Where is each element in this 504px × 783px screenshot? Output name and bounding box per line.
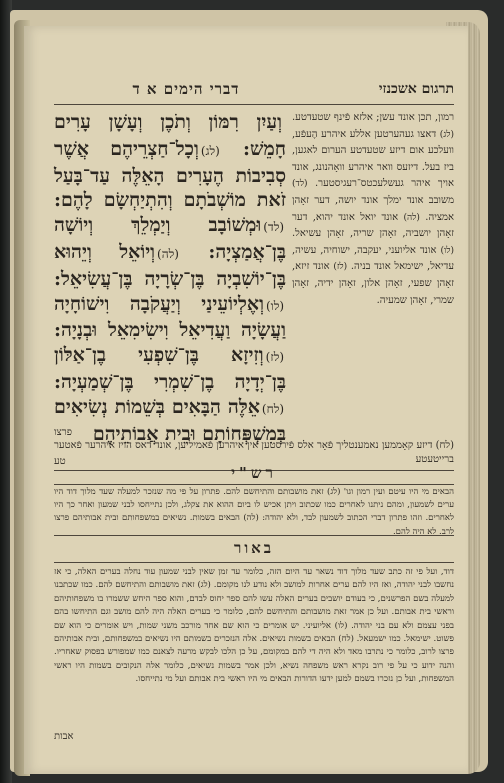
biur-catchword: אבות	[54, 731, 74, 742]
verse-number: (לו)	[440, 245, 454, 256]
verse-number: (לה)	[403, 212, 420, 223]
targum-text: אונד יואל אונד יהוא, דער זאָהן יושביה, זאָהן שריה, זאָהן עשיאל.	[292, 211, 454, 240]
verse-number: (לו)	[265, 298, 284, 313]
targum-continuation: (לח) דיזע קאָממען נאמענטליך פֿאָר אלס פֿירסטען אין איהרען פֿאמיליען, אונד דאס הויז איהרער פֿאטער ברייטעטע	[54, 440, 454, 465]
header-rule	[54, 104, 454, 105]
targum-verse	[292, 112, 454, 123]
verse-text: וְזִיזָא בֶּן־שִׁפְעִי בֶן־אַלּוֹן בֶּן־יְדָיָה בֶן־שִׁמְרִי בֶּן־שְׁמַעְיָה:	[54, 344, 286, 393]
verse-number: (לג)	[439, 129, 454, 140]
verse-text: וְאֶלְיוֹעֵינַי וְיַעֲקֹבָה וִישׁוֹחָיָה וַעֲשָׂיָה וַעֲדִיאֵל וִישִׂימִאֵל וּבְנָיָה:	[54, 292, 286, 342]
scripture-catchword: פרצו	[54, 427, 72, 438]
verse-text: אֵלֶּה הַבָּאִים בְּשֵׁמוֹת נְשִׂיאִים בְּמִשְׁפְּחוֹתָם וּבֵית אֲבוֹתֵיהֶם	[54, 395, 286, 445]
verse	[54, 293, 286, 342]
targum-text: אונד אליועני, יעקבה, ישוחיה, עשיה, עדיאל, ישימאל אונד בניה.	[292, 244, 454, 273]
verse	[54, 344, 286, 393]
targum-text: דאצו געהערטען אללע איהרע הֶעפֿע, וועלכע אום דיזע שטעדטע הערום לאגען, ביז בעל. דיזעס וואר איהרע וואָהנונג, אונד אויך איהר געשלעכטס־רעגיסטער.	[292, 128, 454, 190]
verse-number: (לח)	[261, 401, 284, 416]
verse-number: (לז)	[265, 350, 284, 365]
targum-text: רמון, תכן אונד עשן; אלזא פֿינף שטעדטע.	[292, 112, 454, 123]
running-head-targum: תרגום אשכנזי	[378, 81, 454, 97]
targum-text: משובב אונד ימלך אונד יושה, דער זאָהן אמציה.	[292, 194, 454, 223]
verse-number: (לד)	[292, 179, 308, 190]
rashi-heading: רש"י	[231, 464, 277, 482]
biur-commentary: דוד, ועל פי זה כתב שעד מלוך דוד נשאר עד היום הזה, כלומר עד זמן שאין לבני שמעון עוד נחלה בערים האלה, כי אז נחשבו לבני יהודה, ואז היו להם ערים אחרות למושב ולא נודע לנו מקומם. (לג) זאת מושבותם והתיחשם להם. כמו שכתבנו למעלה בשם הפרשנים, כי בעודם יושבים בערים האלה עשו להם ספר יחוס לבדם, והוא ספר היחש ששמרו בו משפחותיהם וראשי בית אבותם. ועל כן אמר זאת מושבותם והתיחשם להם, כלומר כי בערים האלה היה להם מושב וגם התיחשו בהם בפני עצמם ולא עם בני יהודה. (לו) אליועיני. יש אומרים כי הוא שם אחד מורכב משני שמות, ויש אומרים כי הוא שם פשוט. ישימאל. כמו ישמעאל. (לח) הבאים בשמות נשיאים. אלה הנזכרים בשמותם היו נשיאים במשפחותם, ובית אבותיהם פרצו לרוב, כלומר כי נתרבו מאד ולא היה די להם במקומם, על כן הלכו לבקש מרעה לצאנם כמו שמפורש בפסוק שאחריו. והנה ידוע כי על פי רוב נקרא ראש משפחה נשיא, ולכן אמר בשמות נשיאים, כלומר אלה הנקובים בשמות היו ראשי המשפחות, ועל כן נזכרו בשמם למען ידעו הדורות הבאים מי היו ראשי בית אבותם ועל מי נתייחסו.	[54, 567, 454, 685]
rashi-rule-bottom	[54, 484, 454, 485]
verse-text: וְעַיִן רִמּוֹן וְתֹכֶן וְעָשָׁן עָרִים חָמֵשׁ:	[54, 111, 286, 160]
biur-rule-bottom	[54, 562, 454, 563]
verse-number: (לד)	[263, 220, 284, 235]
biur-rule-top	[54, 535, 454, 536]
verse-number: (לה)	[157, 246, 179, 261]
targum-verse	[292, 129, 454, 190]
rashi-commentary: הבאים מי היו עיטם ועין רמון וגו' (לג) זאת מושבותם והתיחשם להם. פתרון על פי מה שנזכר למעלה שעד מלוך דוד היו ערים לשמעון, ומהם ניתנו לאחרים כמו שכתוב ויתן אכיש לו ביום ההוא את צקלג, ולכן נתייחסו לבני שמעון ואחר כך היו לאחרים. וזהו פתרון דברי הכתוב לשמעון לבד, ולא יהודה: (לה) הבאים בשמות. נשיאים במשפחותם ובית אבותיהם פרצו לרב. לא היה להם.	[54, 487, 454, 537]
verse-text: וּמְשׁוֹבָב וְיַמְלֵךְ וְיוֹשָׁה בֶּן־אֲמַצְיָה:	[54, 214, 286, 263]
book-page	[24, 26, 468, 774]
scripture-text	[54, 110, 286, 446]
targum-text: אונד זיזא, זאָהן שפעי, זאָהן אלון, זאָהן ידיה, זאָהן שמרי, זאָהן שמעיה.	[292, 261, 454, 306]
biur-heading: באור	[233, 539, 275, 557]
verse-number: (לז)	[333, 262, 348, 273]
verse-text: וְכָל־חַצְרֵיהֶם אֲשֶׁר סְבִיבוֹת הֶעָרִים הָאֵלֶּה עַד־בָּעַל זֹאת מוֹשְׁבֹתָם וְהִתְיַחְשָׂם לָהֶם:	[54, 137, 286, 212]
verse-text: וְיוֹאֵל וְיֵהוּא בֶּן־יוֹשִׁבְיָה בֶּן־שְׂרָיָה בֶּן־עֲשִׂיאֵל:	[54, 240, 286, 290]
book	[10, 10, 488, 772]
targum-catchword: טע	[54, 456, 66, 467]
running-head-book: דברי הימים א ד	[132, 80, 240, 98]
targum-column	[292, 110, 454, 309]
verse-number: (לג)	[200, 143, 220, 158]
